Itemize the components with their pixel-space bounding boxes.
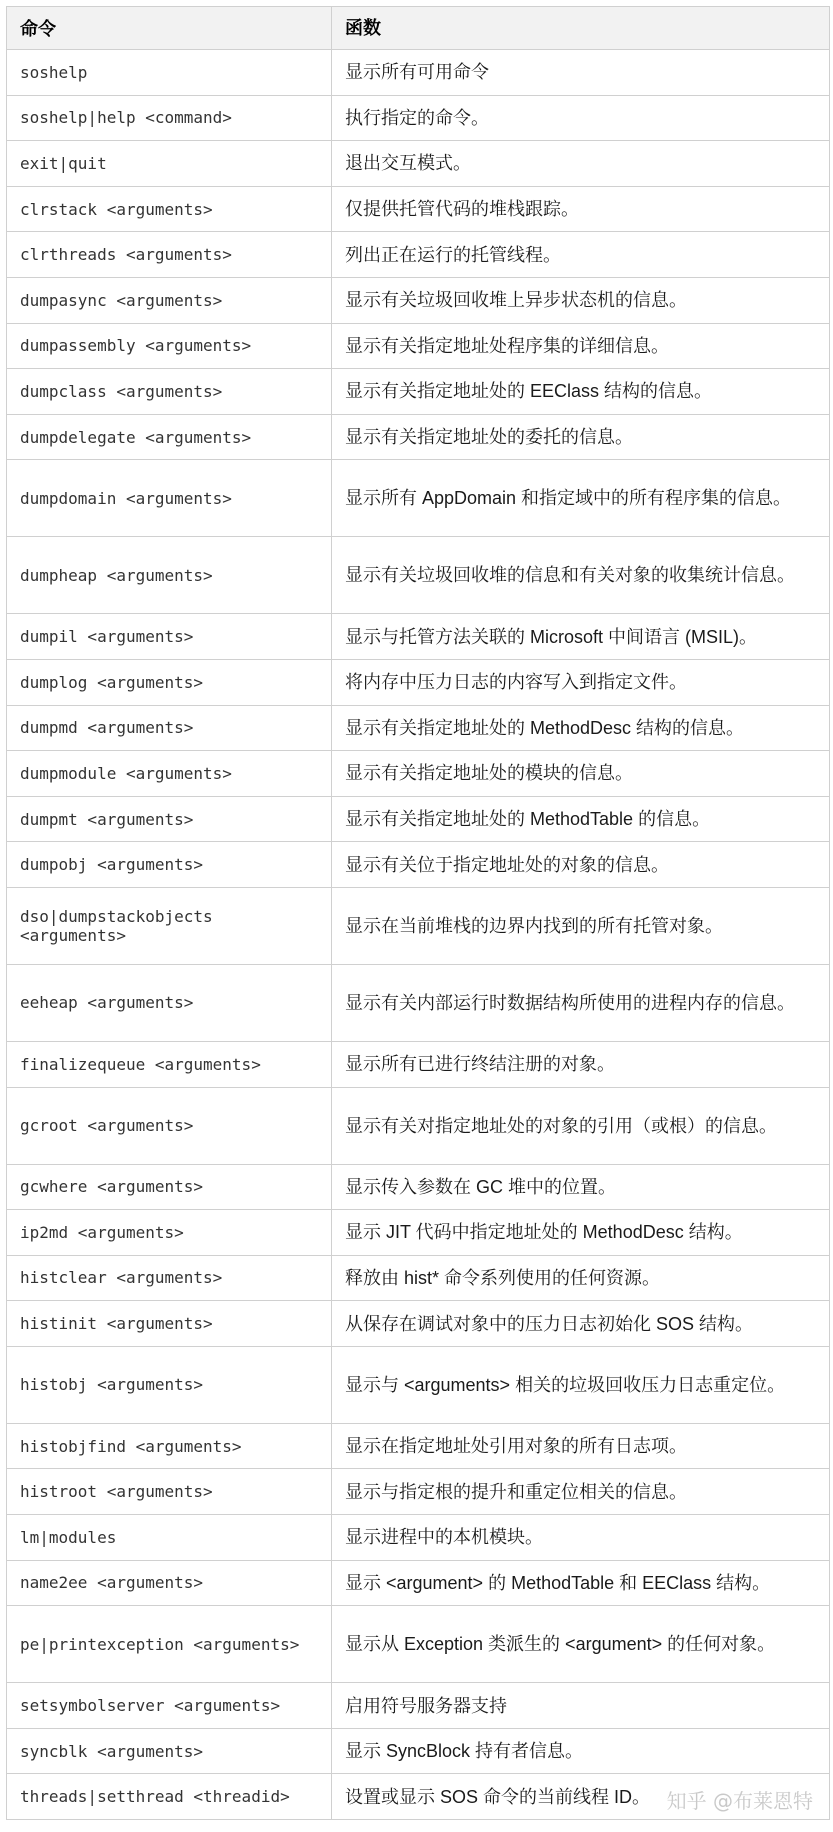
function-cell: 显示 JIT 代码中指定地址处的 MethodDesc 结构。 xyxy=(345,1222,743,1243)
function-cell: 显示有关垃圾回收堆的信息和有关对象的收集统计信息。 xyxy=(345,565,795,586)
command-cell: ip2md <arguments> xyxy=(7,1210,332,1255)
command-cell: histobjfind <arguments> xyxy=(7,1424,332,1469)
table-row xyxy=(7,660,829,706)
command-cell: dumpmt <arguments> xyxy=(7,797,332,842)
table-row xyxy=(7,965,829,1042)
function-cell: 退出交互模式。 xyxy=(345,153,471,174)
table-row xyxy=(7,369,829,415)
function-cell: 显示有关指定地址处的 EEClass 结构的信息。 xyxy=(345,381,713,402)
command-cell: gcwhere <arguments> xyxy=(7,1165,332,1210)
table-row xyxy=(7,842,829,888)
command-cell: gcroot <arguments> xyxy=(7,1088,332,1164)
command-cell: clrstack <arguments> xyxy=(7,187,332,232)
table-row xyxy=(7,187,829,233)
command-cell: dumpclass <arguments> xyxy=(7,369,332,414)
command-cell: setsymbolserver <arguments> xyxy=(7,1683,332,1728)
function-cell: 显示有关内部运行时数据结构所使用的进程内存的信息。 xyxy=(345,992,795,1013)
command-cell: dumpil <arguments> xyxy=(7,614,332,659)
command-cell: dumpdomain <arguments> xyxy=(7,460,332,536)
command-cell: soshelp xyxy=(7,50,332,95)
command-cell: histinit <arguments> xyxy=(7,1301,332,1346)
table-row xyxy=(7,1210,829,1256)
table-row xyxy=(7,1347,829,1424)
function-cell: 将内存中压力日志的内容写入到指定文件。 xyxy=(345,672,687,693)
table-row xyxy=(7,50,829,96)
table-row xyxy=(7,706,829,752)
function-cell: 显示所有已进行终结注册的对象。 xyxy=(345,1054,615,1075)
table-row xyxy=(7,1606,829,1683)
function-cell: 显示有关位于指定地址处的对象的信息。 xyxy=(345,854,669,875)
table-row xyxy=(7,460,829,537)
function-cell: 显示有关指定地址处的 MethodTable 的信息。 xyxy=(345,809,711,830)
function-cell: 显示有关对指定地址处的对象的引用（或根）的信息。 xyxy=(345,1115,777,1136)
function-cell: 显示与 <arguments> 相关的垃圾回收压力日志重定位。 xyxy=(345,1374,786,1395)
table-row xyxy=(7,96,829,142)
function-cell: 显示与指定根的提升和重定位相关的信息。 xyxy=(345,1481,687,1502)
table-row xyxy=(7,1042,829,1088)
function-cell: 显示从 Exception 类派生的 <argument> 的任何对象。 xyxy=(345,1634,776,1655)
table-row xyxy=(7,1256,829,1302)
function-cell: 显示有关指定地址处程序集的详细信息。 xyxy=(345,335,669,356)
table-row xyxy=(7,1729,829,1775)
sos-commands-table xyxy=(6,6,830,1820)
function-cell: 显示进程中的本机模块。 xyxy=(345,1527,543,1548)
table-row xyxy=(7,278,829,324)
table-row xyxy=(7,1469,829,1515)
table-row xyxy=(7,1683,829,1729)
command-cell: eeheap <arguments> xyxy=(7,965,332,1041)
command-cell: dumpobj <arguments> xyxy=(7,842,332,887)
command-cell: threads|setthread <threadid> xyxy=(7,1774,332,1819)
command-cell: dumpmodule <arguments> xyxy=(7,751,332,796)
table-row xyxy=(7,751,829,797)
command-cell: histclear <arguments> xyxy=(7,1256,332,1301)
function-cell: 列出正在运行的托管线程。 xyxy=(345,244,561,265)
table-body xyxy=(7,50,829,1820)
watermark: 知乎 @布莱恩特 xyxy=(666,1789,813,1813)
command-cell: dumpassembly <arguments> xyxy=(7,324,332,369)
command-cell: dumpdelegate <arguments> xyxy=(7,415,332,460)
command-cell: syncblk <arguments> xyxy=(7,1729,332,1774)
function-cell: 设置或显示 SOS 命令的当前线程 ID。 xyxy=(345,1786,651,1807)
function-cell: 显示传入参数在 GC 堆中的位置。 xyxy=(345,1176,617,1197)
command-cell: finalizequeue <arguments> xyxy=(7,1042,332,1087)
function-cell: 显示有关指定地址处的委托的信息。 xyxy=(345,427,633,448)
function-cell: 启用符号服务器支持 xyxy=(345,1695,507,1716)
command-cell: pe|printexception <arguments> xyxy=(7,1606,332,1682)
function-cell: 显示有关垃圾回收堆上异步状态机的信息。 xyxy=(345,290,687,311)
header-function: 函数 xyxy=(345,18,381,38)
command-cell: dumpmd <arguments> xyxy=(7,706,332,751)
function-cell: 显示所有 AppDomain 和指定域中的所有程序集的信息。 xyxy=(345,488,792,509)
table-row xyxy=(7,232,829,278)
function-cell: 执行指定的命令。 xyxy=(345,107,489,128)
header-command: 命令 xyxy=(7,7,332,49)
table-row xyxy=(7,141,829,187)
command-cell: dso|dumpstackobjects <arguments> xyxy=(7,888,332,964)
command-cell: lm|modules xyxy=(7,1515,332,1560)
table-row xyxy=(7,614,829,660)
command-cell: clrthreads <arguments> xyxy=(7,232,332,277)
table-row xyxy=(7,1165,829,1211)
command-cell: exit|quit xyxy=(7,141,332,186)
command-cell: histobj <arguments> xyxy=(7,1347,332,1423)
table-header-row xyxy=(7,7,829,50)
table-row xyxy=(7,1301,829,1347)
table-row xyxy=(7,415,829,461)
function-cell: 显示 SyncBlock 持有者信息。 xyxy=(345,1741,584,1762)
function-cell: 显示在当前堆栈的边界内找到的所有托管对象。 xyxy=(345,915,723,936)
table-row xyxy=(7,537,829,614)
command-cell: dumpasync <arguments> xyxy=(7,278,332,323)
table-row xyxy=(7,888,829,965)
function-cell: 显示与托管方法关联的 Microsoft 中间语言 (MSIL)。 xyxy=(345,626,758,647)
function-cell: 显示所有可用命令 xyxy=(345,62,489,83)
command-cell: name2ee <arguments> xyxy=(7,1561,332,1606)
table-row xyxy=(7,324,829,370)
table-row xyxy=(7,1088,829,1165)
table-row xyxy=(7,1515,829,1561)
function-cell: 释放由 hist* 命令系列使用的任何资源。 xyxy=(345,1267,661,1288)
function-cell: 显示在指定地址处引用对象的所有日志项。 xyxy=(345,1436,687,1457)
command-cell: soshelp|help <command> xyxy=(7,96,332,141)
table-row xyxy=(7,1561,829,1607)
function-cell: 显示有关指定地址处的模块的信息。 xyxy=(345,763,633,784)
table-row xyxy=(7,1424,829,1470)
function-cell: 显示 <argument> 的 MethodTable 和 EEClass 结构。 xyxy=(345,1572,771,1593)
command-cell: dumpheap <arguments> xyxy=(7,537,332,613)
function-cell: 从保存在调试对象中的压力日志初始化 SOS 结构。 xyxy=(345,1313,754,1334)
function-cell: 显示有关指定地址处的 MethodDesc 结构的信息。 xyxy=(345,717,745,738)
command-cell: dumplog <arguments> xyxy=(7,660,332,705)
table-row xyxy=(7,797,829,843)
function-cell: 仅提供托管代码的堆栈跟踪。 xyxy=(345,199,579,220)
command-cell: histroot <arguments> xyxy=(7,1469,332,1514)
